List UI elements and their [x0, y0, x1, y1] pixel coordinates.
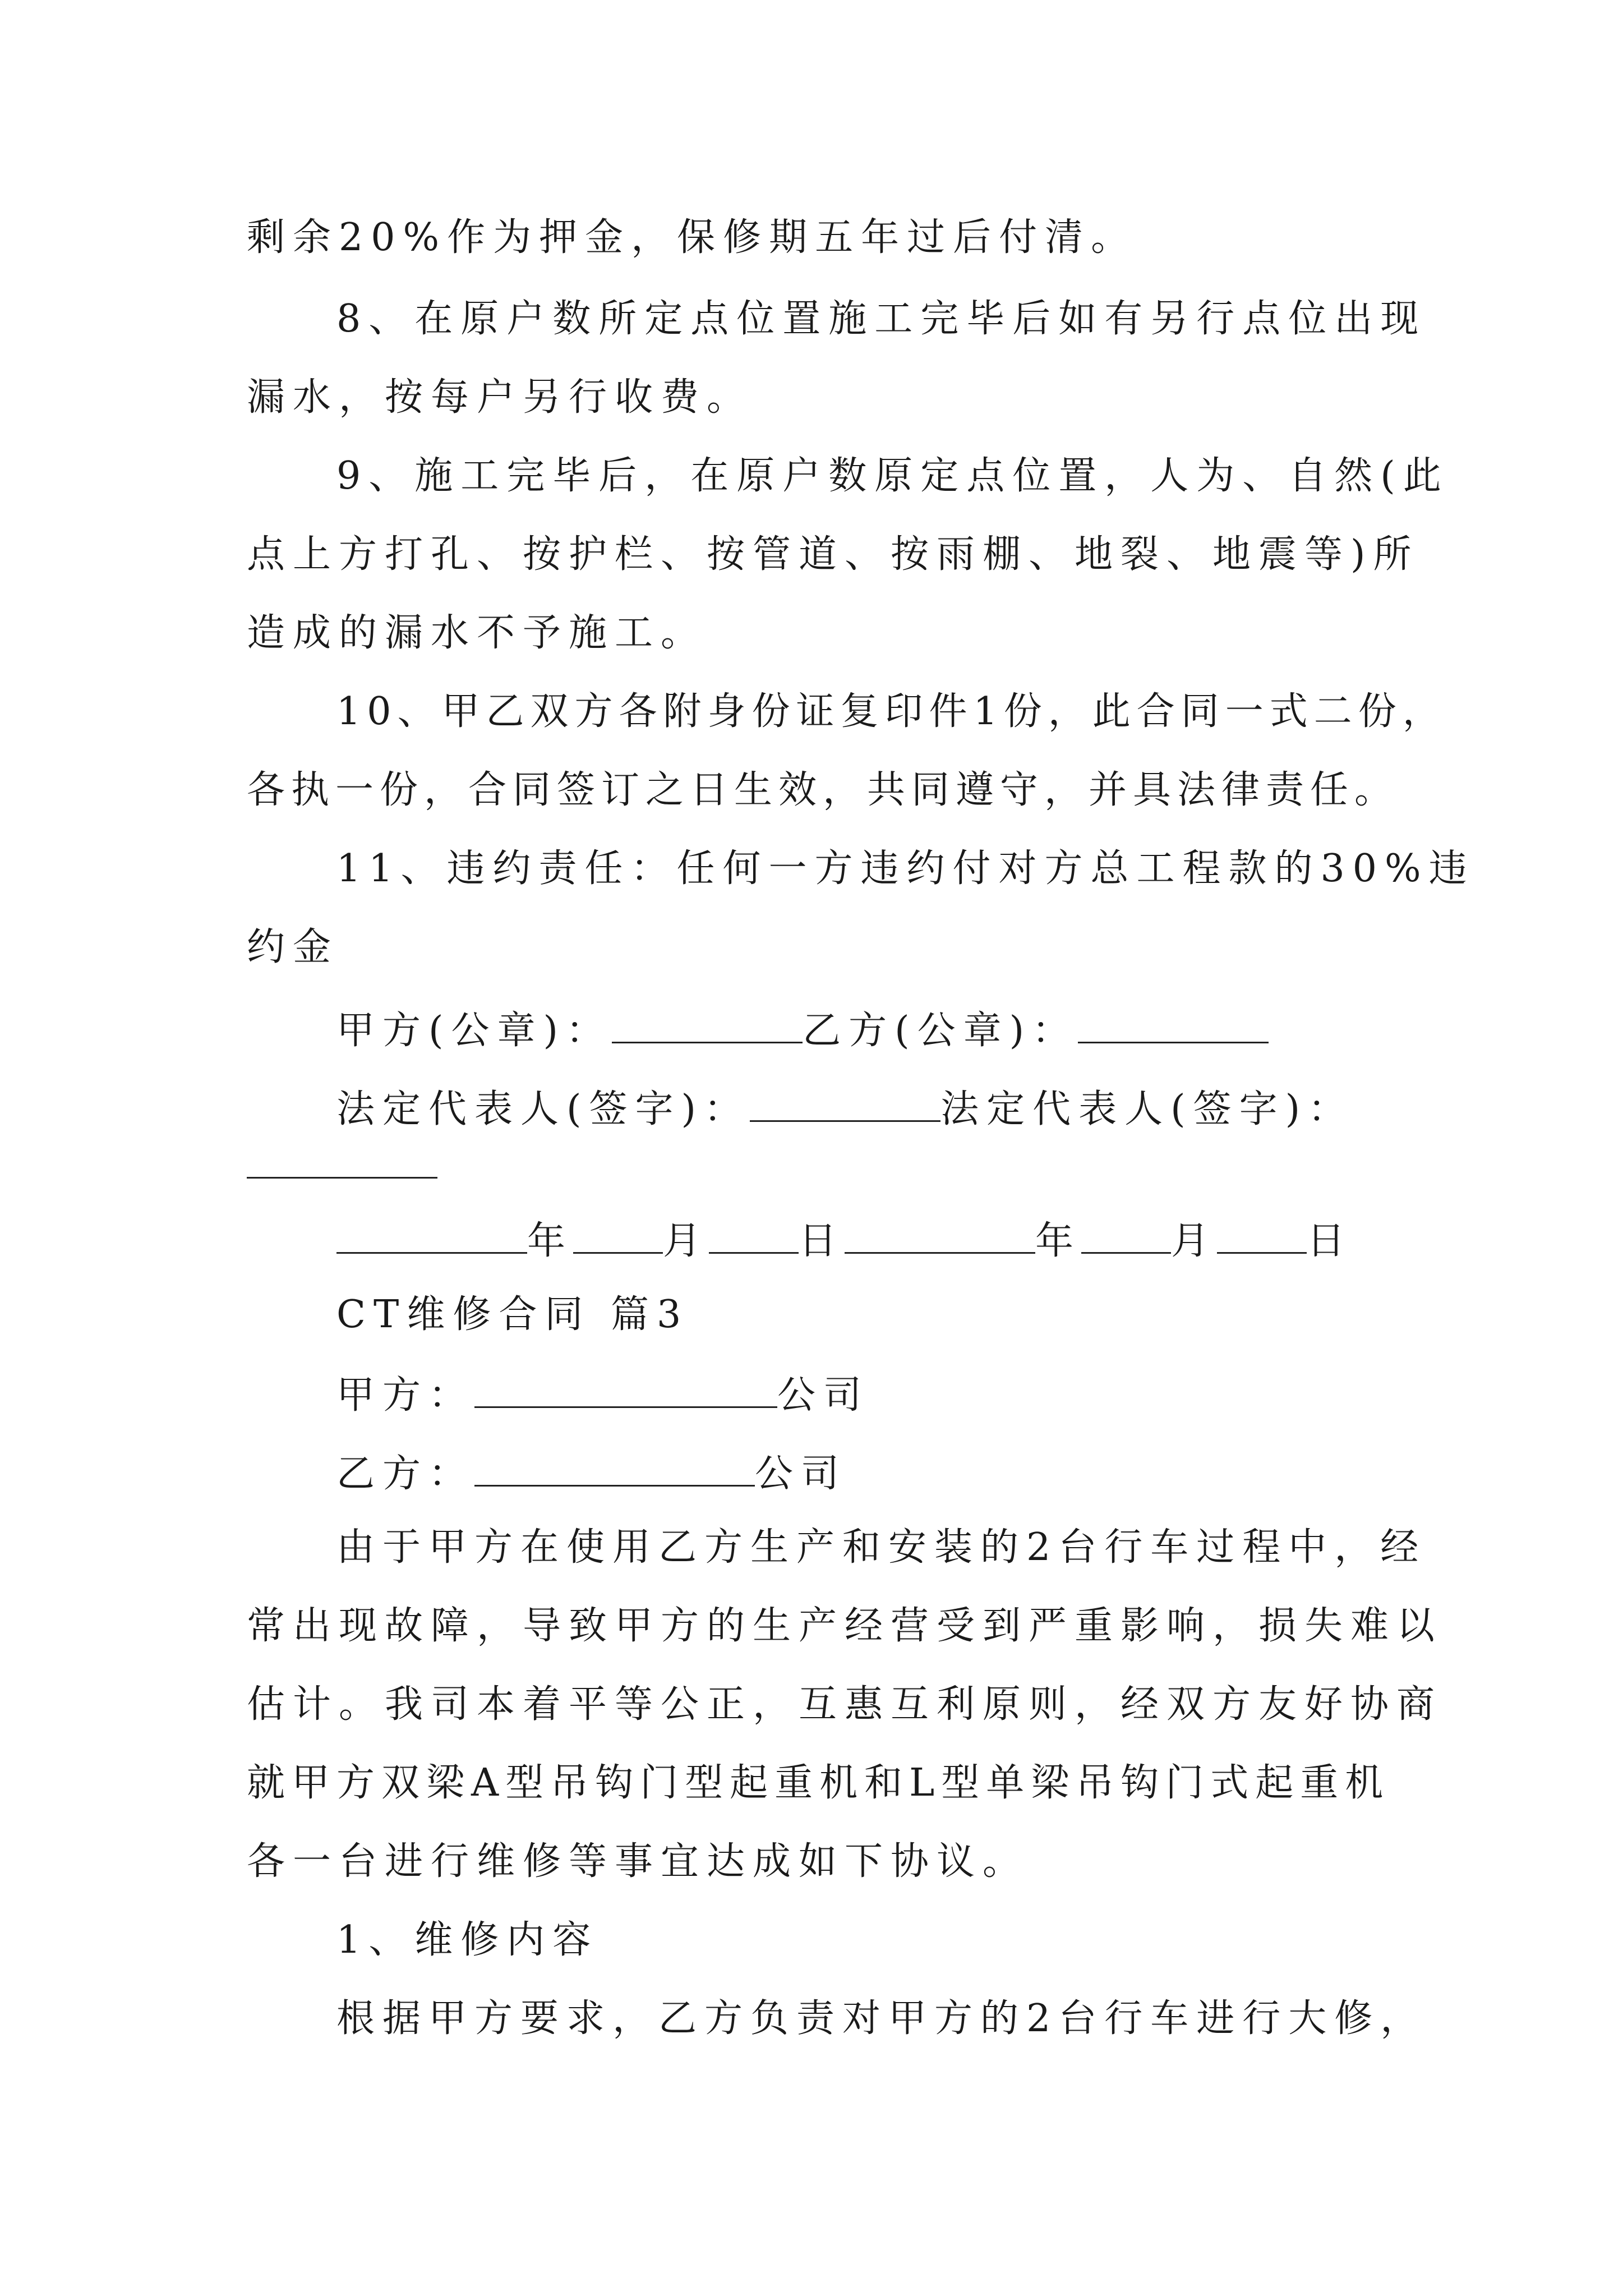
text-line: 就甲方双梁A型吊钩门型起重机和L型单梁吊钩门式起重机: [247, 1761, 1390, 1805]
party-b-seal-label: 乙方(公章)：: [803, 1009, 1078, 1053]
date-line: [336, 1217, 1353, 1263]
text-line: 9、施工完毕后，在原户数原定点位置，人为、自然(此: [336, 454, 1449, 498]
section-title: CT维修合同 篇3: [336, 1292, 689, 1337]
text-line: 根据甲方要求，乙方负责对甲方的2台行车进行大修，: [336, 1996, 1427, 2041]
text-line: 常出现故障，导致甲方的生产经营受到严重影响，损失难以: [247, 1604, 1443, 1648]
month-a-label: 月: [663, 1219, 709, 1263]
text-line: 8、在原户数所定点位置施工完毕后如有另行点位出现: [336, 297, 1427, 341]
item-title: 1、维修内容: [336, 1918, 599, 1962]
day-b-blank: [1217, 1217, 1307, 1254]
rep-a-blank: [750, 1085, 940, 1122]
year-b-blank: [845, 1217, 1035, 1254]
text-line: 漏水，按每户另行收费。: [247, 375, 753, 420]
text-line: 11、违约责任：任何一方违约付对方总工程款的30%违: [336, 846, 1475, 891]
party-b-seal-blank: [1078, 1007, 1269, 1043]
party-a-label: 甲方：: [336, 1373, 475, 1418]
text-line: 各执一份，合同签订之日生效，共同遵守，并具法律责任。: [247, 768, 1399, 812]
text-line: 点上方打孔、按护栏、按管道、按雨棚、地裂、地震等)所: [247, 532, 1419, 577]
representative-line: [336, 1085, 1354, 1129]
text-line: 剩余20%作为押金，保修期五年过后付清。: [247, 215, 1137, 260]
party-a-blank: [474, 1372, 777, 1408]
party-a-line: [336, 1372, 870, 1418]
day-a-label: 日: [799, 1219, 845, 1263]
month-a-blank: [573, 1217, 663, 1254]
party-b-suffix: 公司: [755, 1452, 847, 1496]
year-a-blank: [336, 1217, 527, 1254]
party-b-label: 乙方：: [336, 1452, 475, 1496]
rep-a-label: 法定代表人(签字)：: [336, 1087, 750, 1131]
day-b-label: 日: [1307, 1219, 1353, 1263]
party-b-blank: [474, 1450, 755, 1487]
text-line: 由于甲方在使用乙方生产和安装的2台行车过程中，经: [336, 1525, 1427, 1570]
party-b-line: [336, 1450, 847, 1496]
rep-b-label: 法定代表人(签字)：: [940, 1087, 1354, 1131]
rep-b-blank: [247, 1177, 437, 1179]
text-line: 约金: [247, 925, 339, 969]
text-line: 10、甲乙双方各附身份证复印件1份，此合同一式二份，: [336, 689, 1447, 734]
day-a-blank: [709, 1217, 799, 1254]
text-line: 造成的漏水不予施工。: [247, 611, 707, 655]
party-a-suffix: 公司: [777, 1373, 870, 1418]
party-a-seal-blank: [612, 1007, 803, 1043]
month-b-blank: [1081, 1217, 1171, 1254]
year-b-label: 年: [1035, 1219, 1082, 1263]
month-b-label: 月: [1171, 1219, 1218, 1263]
text-line: 各一台进行维修等事宜达成如下协议。: [247, 1839, 1029, 1884]
party-a-seal-label: 甲方(公章)：: [336, 1009, 612, 1053]
text-line: 估计。我司本着平等公正，互惠互利原则，经双方友好协商: [247, 1682, 1443, 1727]
year-a-label: 年: [527, 1219, 574, 1263]
seal-line: [336, 1007, 1269, 1053]
